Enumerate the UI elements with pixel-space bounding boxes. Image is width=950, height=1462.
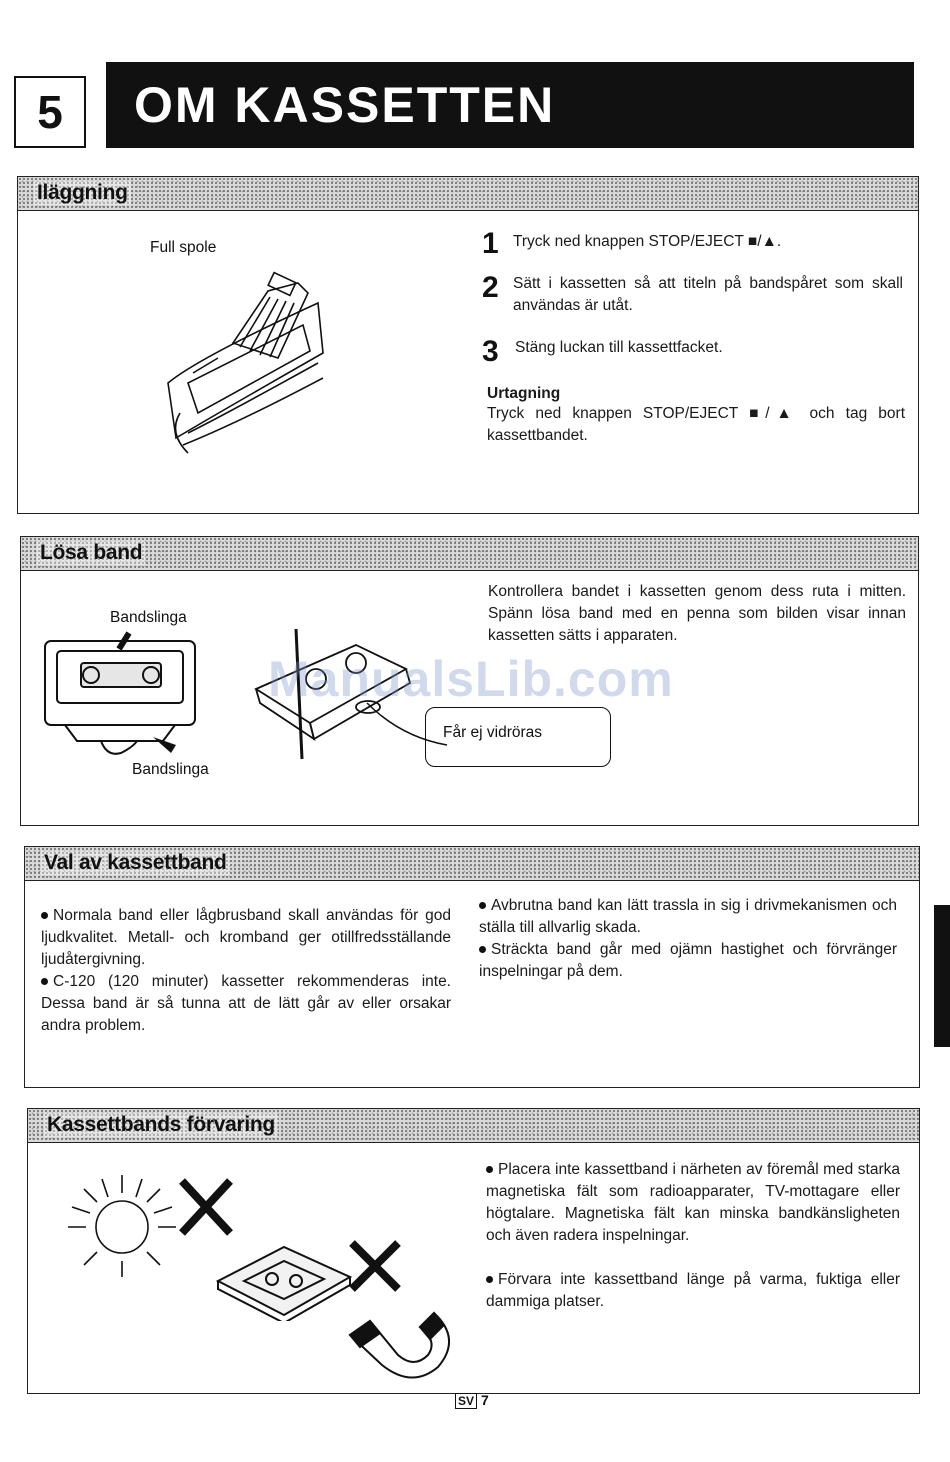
section-header xyxy=(18,177,918,211)
storage-bullet-2: Förvara inte kassettband länge på varma, fuktiga eller dammiga platser. xyxy=(486,1271,900,1310)
section-tape-storage xyxy=(27,1108,920,1394)
chapter-number: 5 xyxy=(14,76,86,148)
choice-bullet-1: Normala band eller lågbrusband skall användas för god ljudkvalitet. Metall- och kromband ger otillfredsställande ljudåtergivning. xyxy=(41,907,451,968)
slack-text: Kontrollera bandet i kassetten genom dess ruta i mitten. Spänn lösa band med en penna som bilden visar innan kassetten sätts i apparaten. xyxy=(488,583,906,644)
removal-text: Tryck ned knappen STOP/EJECT ■/▲ och tag bort kassettbandet. xyxy=(487,405,905,444)
cassette-slack-illustration xyxy=(41,629,201,759)
side-tab-marker xyxy=(934,905,950,1047)
label-tape-loop-top: Bandslinga xyxy=(110,609,187,626)
page-footer xyxy=(455,1392,489,1409)
step-text-3: Stäng luckan till kassettfacket. xyxy=(515,339,723,356)
section-title: Kassettbands förvaring xyxy=(44,1113,278,1137)
sun-icon xyxy=(64,1169,184,1279)
cassette-icon xyxy=(214,1241,354,1321)
section-header xyxy=(25,847,919,881)
bullet-icon xyxy=(479,902,486,909)
callout-do-not-touch xyxy=(425,707,611,767)
step-number-1: 1 xyxy=(482,227,499,260)
step-number-3: 3 xyxy=(482,335,499,368)
figure-label-full-reel: Full spole xyxy=(150,239,217,256)
choice-bullet-2: C-120 (120 minuter) kassetter rekommenderas inte. Dessa band är så tunna att de lätt går av eller orsakar andra problem. xyxy=(41,973,451,1034)
magnet-icon xyxy=(340,1299,450,1379)
forbidden-x-icon xyxy=(176,1175,236,1239)
cassette-insertion-illustration xyxy=(158,263,328,463)
section-title: Val av kassettband xyxy=(41,851,230,875)
section-header xyxy=(21,537,918,571)
storage-bullet-1: Placera inte kassettband i närheten av föremål med starka magnetiska fält som radioapparater, TV-mottagare eller högtalare. Magnetiska fält kan minska bandkänsligheten och även radera inspelningar. xyxy=(486,1161,900,1244)
step-number-2: 2 xyxy=(482,271,499,304)
section-title: Iläggning xyxy=(34,181,131,205)
step-text-1: Tryck ned knappen STOP/EJECT ■/▲. xyxy=(513,233,782,250)
bullet-icon xyxy=(479,946,486,953)
bullet-icon xyxy=(486,1276,493,1283)
choice-bullet-3: Avbrutna band kan lätt trassla in sig i drivmekanismen och ställa till allvarlig skada. xyxy=(479,897,897,936)
language-code: SV xyxy=(455,1393,477,1409)
forbidden-x-icon xyxy=(346,1237,404,1295)
removal-heading: Urtagning xyxy=(487,385,561,402)
bullet-icon xyxy=(41,912,48,919)
label-tape-loop-bottom: Bandslinga xyxy=(132,761,209,778)
section-header xyxy=(28,1109,919,1143)
callout-text: Får ej vidröras xyxy=(443,724,543,741)
section-title: Lösa band xyxy=(37,541,145,565)
section-loading xyxy=(17,176,919,514)
chapter-title: OM KASSETTEN xyxy=(106,62,914,148)
choice-bullet-4: Sträckta band går med ojämn hastighet och förvränger inspelningar på dem. xyxy=(479,941,897,980)
section-tape-choice xyxy=(24,846,920,1088)
watermark: ManualsLib.com xyxy=(268,651,674,707)
step-text-2: Sätt i kassetten så att titeln på bandspåret som skall användas är utåt. xyxy=(513,275,903,314)
page-number: 7 xyxy=(481,1392,489,1408)
bullet-icon xyxy=(41,978,48,985)
bullet-icon xyxy=(486,1166,493,1173)
